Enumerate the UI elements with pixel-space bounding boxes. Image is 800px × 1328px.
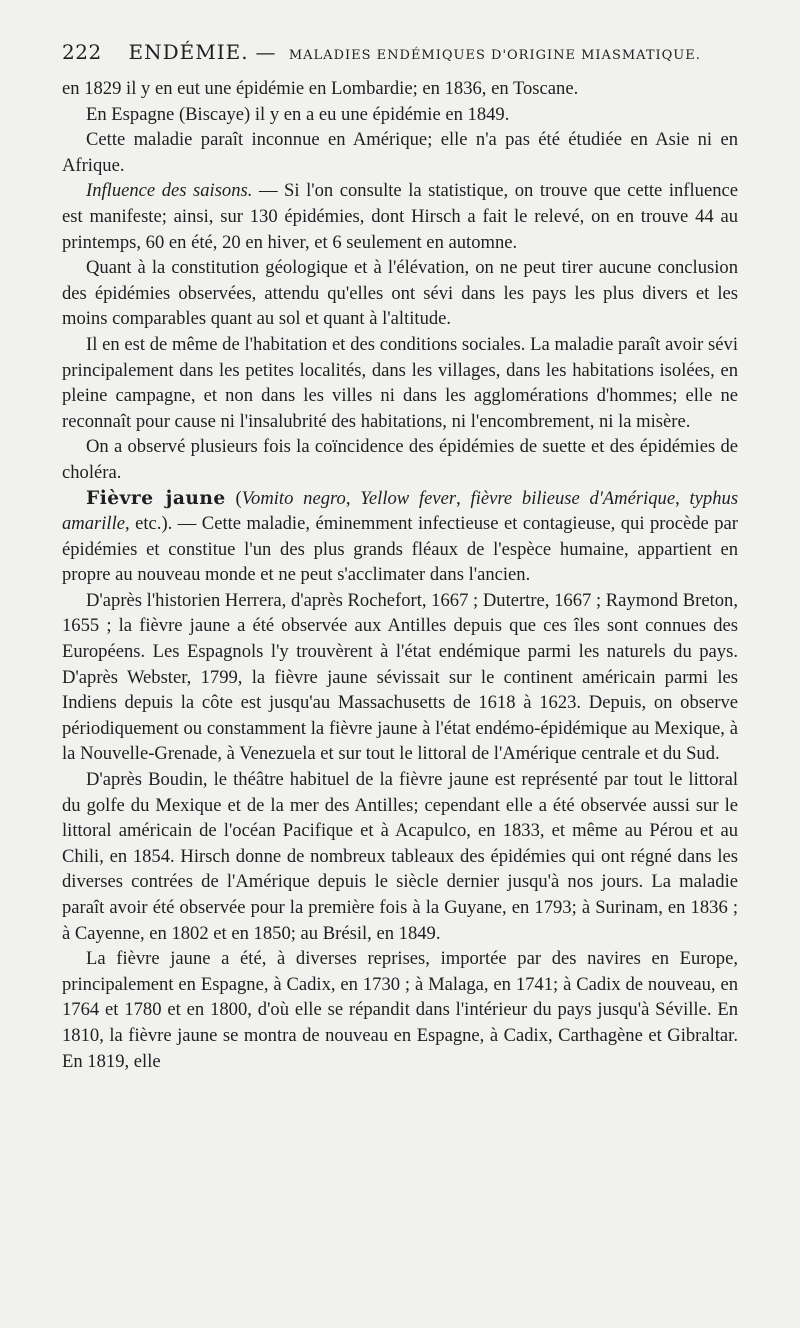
paragraph-text: D'après l'historien Herrera, d'après Rochefort, 1667 ; Dutertre, 1667 ; Raymond Breton, 1655 ; la fièvre jaune a été observée aux Antilles depuis que ces îles sont connues des Européens. Les Espagnols l'y trouvèrent à l'état endémique parmi les naturels du pays. D'après Webster, 1799, la fièvre jaune sévissait sur le continent américain parmi les Indiens depuis la côte est jusqu'au Massachusetts de 1618 à 1623. Depuis, on observe périodiquement ou constamment la fièvre jaune à l'état endémo-épidémique au Mexique, à la Nouvelle-Grenade, à Venezuela et sur tout le littoral de l'Amérique centrale et du Sud. bbox=[62, 589, 738, 765]
header-title: ENDÉMIE. bbox=[128, 40, 249, 64]
paragraph-text: Quant à la constitution géologique et à l'élévation, on ne peut tirer aucune conclusion des épidémies observées, attendu qu'elles ont sévi dans les pays les plus divers et les moins comparables quant au sol et quant à l'altitude. bbox=[62, 257, 738, 330]
header-dash: — bbox=[255, 40, 276, 64]
paragraph-text: La fièvre jaune a été, à diverses reprises, importée par des navires en Europe, principalement en Espagne, à Cadix, en 1730 ; à Malaga, en 1741; à Cadix de nouveau, en 1764 et 1780 et en 1800, d'où elle se répandit dans l'intérieur du pays jusqu'à Séville. En 1810, la fièvre jaune se montra de nouveau en Espagne, à Cadix, Carthagène et Gibraltar. En 1819, elle bbox=[62, 948, 738, 1072]
paragraph-text: ( bbox=[225, 487, 242, 509]
paragraph bbox=[62, 767, 738, 946]
paragraph bbox=[62, 946, 738, 1074]
paragraph-text: Il en est de même de l'habitation et des conditions sociales. La maladie paraît avoir sévi principalement dans les petites localités, dans les villages, dans les habitations isolées, en pleine campagne, et non dans les villes ni dans les agglomérations d'hommes; elle ne reconnaît pour cause ni l'insalubrité des habitations, ni l'encombrement, ni la misère. bbox=[62, 333, 738, 432]
paragraph bbox=[62, 332, 738, 434]
paragraph bbox=[62, 127, 738, 178]
paragraph bbox=[62, 255, 738, 332]
italic-text: Influence des saisons. bbox=[86, 180, 253, 202]
paragraph-text: — Si l'on consulte la statistique, on trouve que cette influence est manifeste; ainsi, sur 130 épidémies, dont Hirsch a fait le relevé, on en trouve 44 au printemps, 60 en été, 20 en hiver, et 6 seulement en automne. bbox=[62, 180, 739, 253]
paragraph-text: , bbox=[456, 487, 471, 509]
paragraph-text: On a observé plusieurs fois la coïncidence des épidémies de suette et des épidémies de choléra. bbox=[62, 436, 738, 483]
italic-text: Vomito negro bbox=[241, 487, 346, 509]
header-subtitle: MALADIES ENDÉMIQUES D'ORIGINE MIASMATIQUE. bbox=[288, 48, 701, 63]
paragraph-text: , bbox=[675, 487, 690, 509]
paragraph-text: en 1829 il y en eut une épidémie en Lombardie; en 1836, en Toscane. bbox=[62, 78, 579, 99]
paragraph-text: Cette maladie paraît inconnue en Amérique; elle n'a pas été étudiée en Asie ni en Afrique. bbox=[62, 129, 738, 176]
paragraph bbox=[62, 102, 738, 128]
running-header bbox=[62, 40, 742, 68]
italic-text: typhus amarille bbox=[62, 487, 739, 535]
paragraph bbox=[62, 76, 738, 102]
italic-text: Yellow fever bbox=[360, 487, 457, 509]
paragraph-text: , etc.). — Cette maladie, éminemment infectieuse et contagieuse, qui procède par épidémies et constitue l'un des plus grands fléaux de l'espèce humaine, appartient en propre au nouveau monde et ne peut s'acclimater dans l'ancien. bbox=[62, 513, 738, 586]
paragraph bbox=[62, 178, 738, 255]
paragraph-text: , bbox=[345, 487, 361, 509]
paragraph-text: En Espagne (Biscaye) il y en a eu une épidémie en 1849. bbox=[86, 103, 510, 125]
paragraph bbox=[62, 486, 738, 588]
italic-text: fièvre bilieuse d'Amérique bbox=[470, 487, 676, 509]
section-heading: Fièvre jaune bbox=[86, 487, 226, 509]
body-text bbox=[62, 76, 738, 1074]
paragraph-text: D'après Boudin, le théâtre habituel de la fièvre jaune est représenté par tout le littoral du golfe du Mexique et de la mer des Antilles; cependant elle a été observée aussi sur le littoral américain de l'océan Pacifique et à Acapulco, en 1833, et même au Pérou et au Chili, en 1854. Hirsch donne de nombreux tableaux des épidémies qui ont régné dans les diverses contrées de l'Amérique depuis le siècle dernier jusqu'à nos jours. La maladie paraît avoir été observée pour la première fois à la Guyane, en 1793; à Surinam, en 1836 ; à Cayenne, en 1802 et en 1850; au Brésil, en 1849. bbox=[62, 769, 738, 944]
page-number: 222 bbox=[62, 40, 102, 64]
paragraph bbox=[62, 434, 738, 485]
paragraph bbox=[62, 588, 738, 767]
